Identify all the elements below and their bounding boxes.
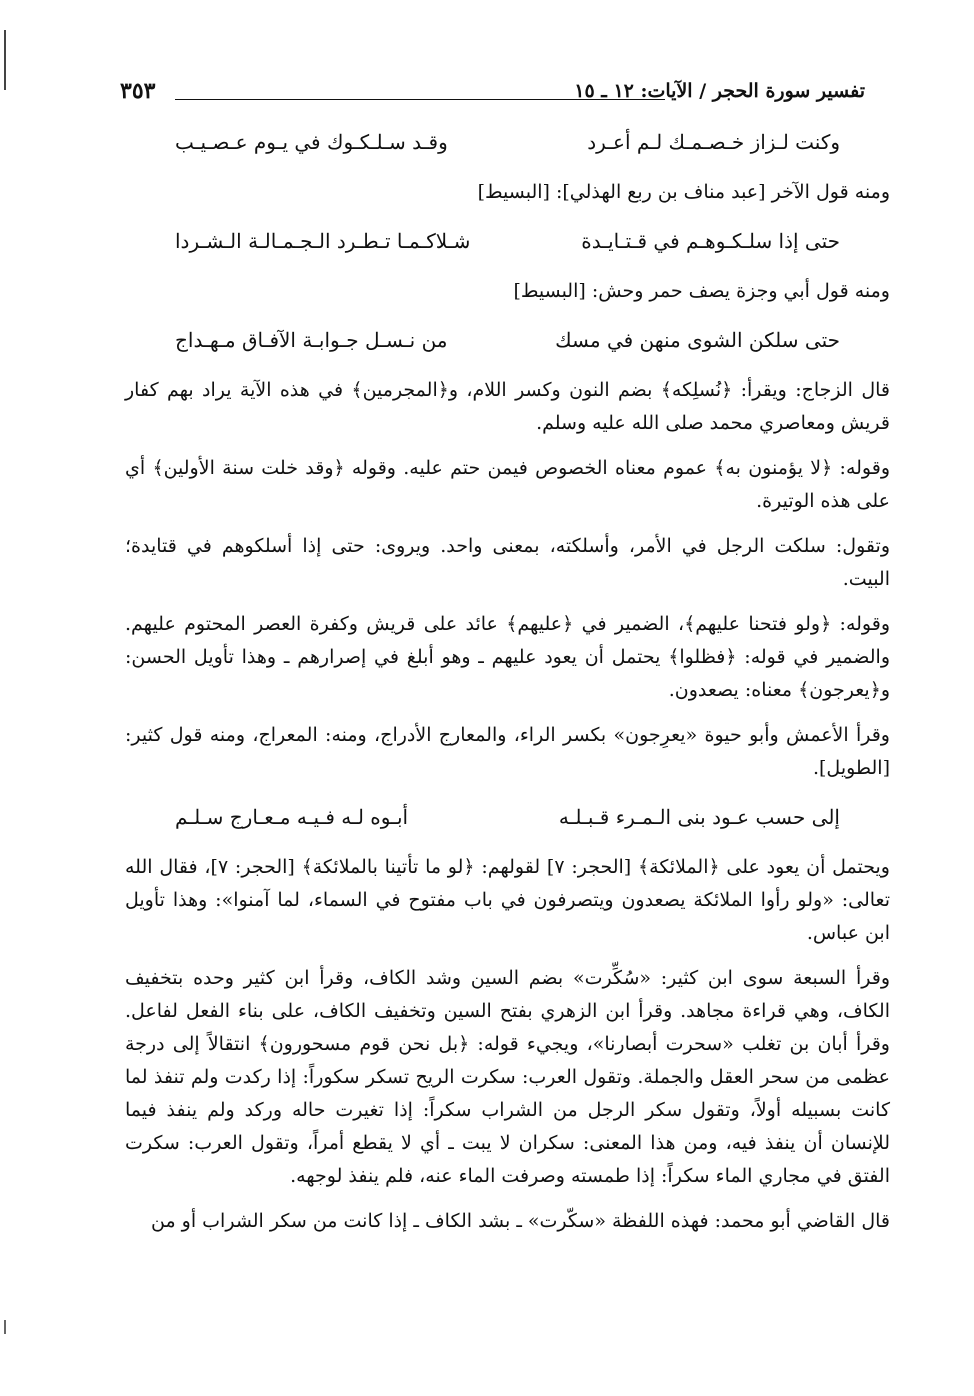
paragraph: قال الزجاج: ويقرأ: ﴿نُسلِكه﴾ بضم النون وكسر اللام، و﴿المجرمين﴾ في هذه الآية يراد بهم كفار قريش ومعاصري محمد صلى الله عليه وسلم. [125, 379, 890, 434]
paragraph: قال القاضي أبو محمد: فهذه اللفظة «سكّرت» ـ بشد الكاف ـ إذا كانت من سكر الشراب أو من [151, 1210, 890, 1232]
poem-verse [175, 320, 840, 360]
paragraph: ومنه قول الآخر [عبد مناف بن ربع الهذلي]: [البسيط] [477, 181, 890, 203]
verse-first-hemistich: إلى حسب عـود بنى الـمـرء قـبـلـه [558, 805, 840, 829]
verse-first-hemistich: حتى سلكن الشوى منهن في مسك [555, 328, 840, 352]
verse-second-hemistich: شـلاكـمـا تـطـرد الـجـمـالـة الـشـردا [175, 229, 471, 253]
paragraph: وقرأ السبعة سوى ابن كثير: «سُكِّرت» بضم السين وشد الكاف، وقرأ ابن كثير وحده بتخفيف الكاف، وهي قراءة مجاهد. وقرأ ابن الزهري بفتح السين وتخفيف الكاف، على بناء الفعل لفاعل. وقرأ أبان بن تغلب «سحرت أبصارنا»، ويجيء قوله: ﴿بل نحن قوم مسحورون﴾ انتقالاً إلى درجة عظمى من سحر العقل والجملة. وتقول العرب: سكرت الريح تسكر سكوراً: إذا ركدت ولم تنفذ لما كانت بسبيله أولاً، وتقول سكر الرجل من الشراب سكراً: إذا تغيرت حاله وركد ولم ينفذ فيما للإنسان أن ينفذ فيه، ومن هذا المعنى: سكران لا يبت ـ أي لا يقطع أمراً، وتقول العرب: سكرت الفتق في مجاري الماء سكراً: إذا طمسته وصرفت الماء عنه، فلم ينفذ لوجهه. [125, 967, 890, 1187]
header-title: تفسير سورة الحجر / الآيات: ١٢ ـ ١٥ [574, 80, 865, 102]
paragraph: وتقول: سلكت الرجل في الأمر، وأسلكته، بمعنى واحد. ويروى: حتى إذا أسلكوهم في قتايدة؛ البيت. [125, 535, 890, 590]
page-number: ٣٥٣ [120, 78, 156, 104]
paragraph: وقرأ الأعمش وأبو حيوة «يعرِجون» بكسر الراء، والمعارج الأدراج، ومنه: المعراج، ومنه قول كثير: [الطويل]. [125, 724, 890, 779]
scan-edge-mark [4, 30, 6, 90]
verse-first-hemistich: وكنت لـزاز خـصـمـك لـم أعـرد [587, 130, 840, 154]
verse-second-hemistich: من نـسـل جـوابـة الآفـاق مـهـداج [175, 328, 448, 352]
running-header [120, 80, 865, 112]
page-body [125, 120, 890, 1250]
header-rule [175, 99, 665, 100]
paragraph: ويحتمل أن يعود على ﴿الملائكة﴾ [الحجر: ٧] لقولهم: ﴿لو ما تأتينا بالملائكة﴾ [الحجر: ٧]، فقال الله تعالى: «ولو رأوا الملائكة يصعدون ويتصرفون في باب مفتوح في السماء، لما آمنوا»: وهذا تأويل ابن عباس. [125, 856, 890, 944]
verse-second-hemistich: أبـوه لـه فـيـه مـعـارج سـلـم [175, 805, 409, 829]
poem-verse [175, 797, 840, 837]
poem-verse [175, 122, 840, 162]
verse-first-hemistich: حتى إذا سلـكـوهـم في قـتـايـدة [581, 229, 840, 253]
paragraph: وقوله: ﴿لا يؤمنون به﴾ عموم معناه الخصوص فيمن حتم عليه. وقوله ﴿وقد خلت سنة الأولين﴾ أي على هذه الوتيرة. [125, 457, 890, 512]
paragraph: وقوله: ﴿ولو فتحنا عليهم﴾، الضمير في ﴿عليهم﴾ عائد على قريش وكفرة العصر المحتوم عليهم. والضمير في قوله: ﴿فظلوا﴾ يحتمل أن يعود عليهم ـ وهو أبلغ في إصرارهم ـ وهذا تأويل الحسن: و﴿يعرجون﴾ معناه: يصعدون. [125, 613, 890, 701]
paragraph: ومنه قول أبي وجزة يصف حمر وحش: [البسيط] [513, 280, 890, 302]
verse-second-hemistich: وقـد سـلـكـوك في يـوم عـصـيـب [175, 130, 448, 154]
poem-verse [175, 221, 840, 261]
scan-edge-mark [4, 1320, 6, 1334]
